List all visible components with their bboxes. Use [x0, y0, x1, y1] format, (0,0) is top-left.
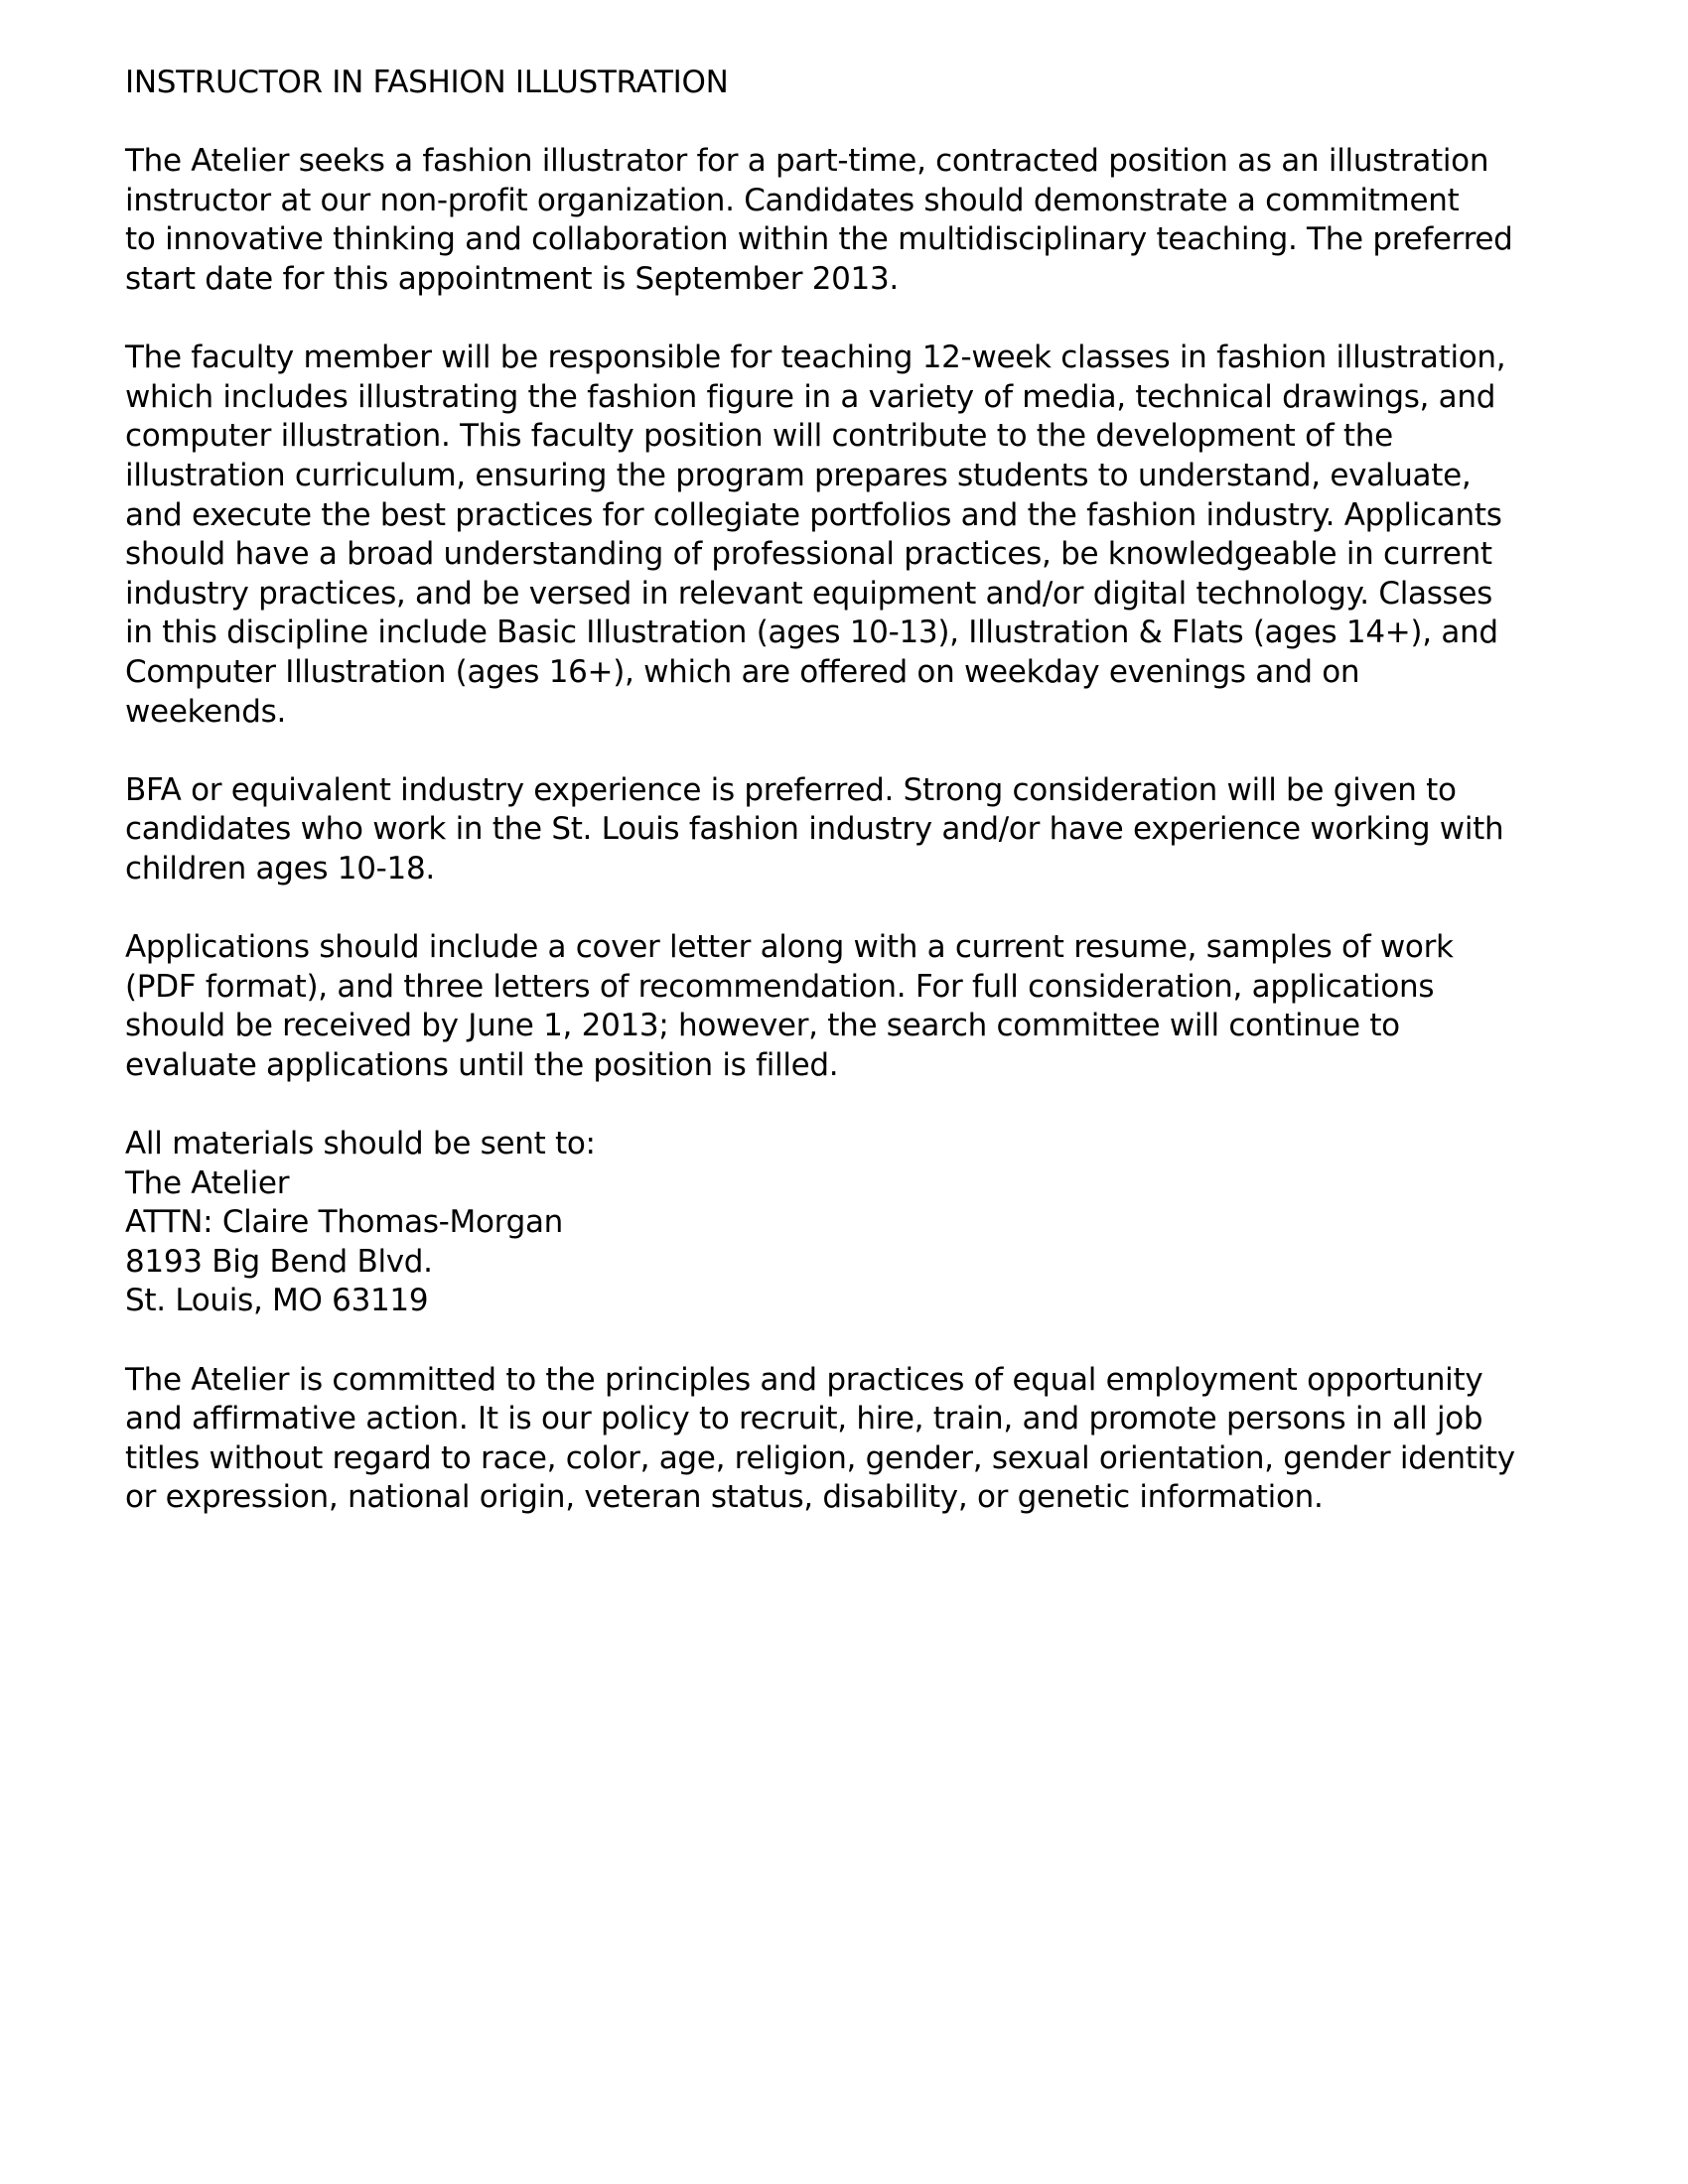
text-line: Computer Illustration (ages 16+), which are offered on weekday evenings and on: [125, 653, 1360, 690]
text-line: evaluate applications until the position is filled.: [125, 1046, 839, 1083]
page-title: INSTRUCTOR IN FASHION ILLUSTRATION: [125, 65, 729, 100]
text-line: should have a broad understanding of professional practices, be knowledgeable in current: [125, 536, 1492, 573]
text-line: should be received by June 1, 2013; however, the search committee will continue to: [125, 1008, 1400, 1044]
address-line: ATTN: Claire Thomas-Morgan: [125, 1204, 563, 1241]
text-line: in this discipline include Basic Illustration (ages 10-13), Illustration & Flats (ages 14+), and: [125, 614, 1498, 651]
document-body: [125, 64, 1595, 1558]
text-line: industry practices, and be versed in relevant equipment and/or digital technology. Classes: [125, 575, 1493, 612]
intro-paragraph: [125, 142, 1595, 299]
text-line: weekends.: [125, 693, 287, 730]
address-line: The Atelier: [125, 1164, 290, 1201]
address-line: All materials should be sent to:: [125, 1126, 596, 1162]
address-line: 8193 Big Bend Blvd.: [125, 1243, 433, 1280]
text-line: The faculty member will be responsible for teaching 12-week classes in fashion illustration,: [125, 340, 1506, 376]
text-line: candidates who work in the St. Louis fashion industry and/or have experience working with: [125, 811, 1504, 848]
qualifications-paragraph: [125, 771, 1595, 889]
mailing-address: [125, 1125, 1595, 1321]
text-line: and affirmative action. It is our policy to recruit, hire, train, and promote persons in all job: [125, 1401, 1483, 1437]
text-line: or expression, national origin, veteran status, disability, or genetic information.: [125, 1479, 1324, 1516]
text-line: BFA or equivalent industry experience is preferred. Strong consideration will be given to: [125, 771, 1457, 808]
text-line: start date for this appointment is September 2013.: [125, 260, 899, 297]
text-line: The Atelier is committed to the principles and practices of equal employment opportunity: [125, 1361, 1483, 1398]
text-line: titles without regard to race, color, age, religion, gender, sexual orientation, gender identity: [125, 1439, 1515, 1476]
text-line: Applications should include a cover letter along with a current resume, samples of work: [125, 929, 1454, 966]
text-line: The Atelier seeks a fashion illustrator for a part-time, contracted position as an illustration: [125, 143, 1489, 180]
text-line: which includes illustrating the fashion figure in a variety of media, technical drawings, and: [125, 378, 1496, 415]
text-line: instructor at our non-profit organization. Candidates should demonstrate a commitment: [125, 182, 1460, 218]
responsibilities-paragraph: [125, 339, 1595, 732]
text-line: and execute the best practices for collegiate portfolios and the fashion industry. Applicants: [125, 496, 1502, 533]
application-paragraph: [125, 928, 1595, 1085]
text-line: computer illustration. This faculty position will contribute to the development of the: [125, 418, 1393, 455]
text-line: (PDF format), and three letters of recommendation. For full consideration, applications: [125, 968, 1435, 1005]
text-line: children ages 10-18.: [125, 850, 435, 887]
address-line: St. Louis, MO 63119: [125, 1283, 429, 1319]
text-line: illustration curriculum, ensuring the program prepares students to understand, evaluate,: [125, 457, 1472, 493]
equal-opportunity-paragraph: [125, 1361, 1595, 1518]
text-line: to innovative thinking and collaboration within the multidisciplinary teaching. The preferred: [125, 221, 1513, 258]
